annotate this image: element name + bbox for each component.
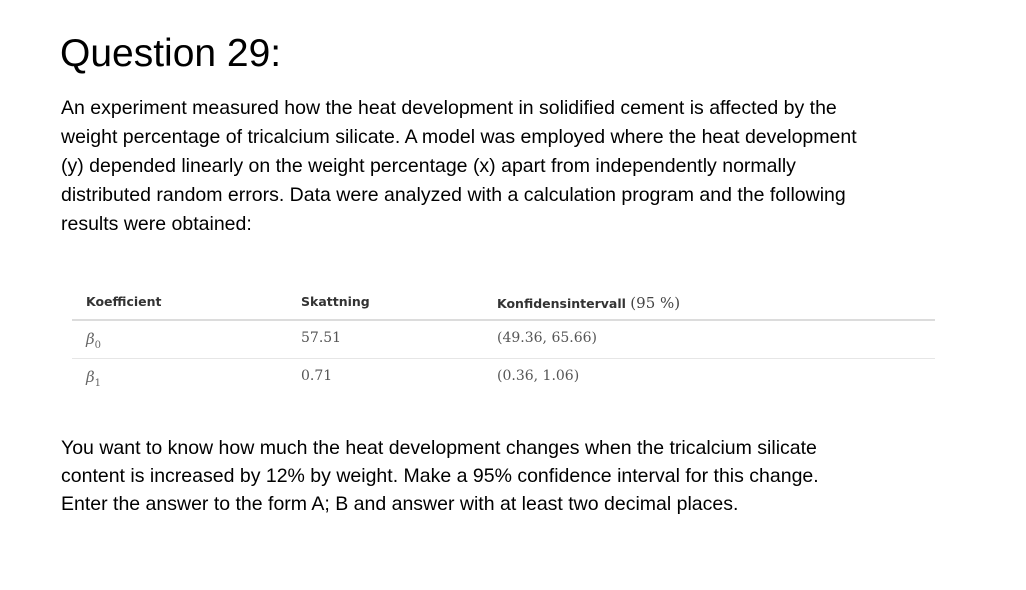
- header-estimate: Skattning: [301, 294, 370, 309]
- intro-line: results were obtained:: [61, 213, 252, 235]
- table-header-row: [72, 286, 935, 321]
- question-line: Enter the answer to the form A; B and answer with at least two decimal places.: [61, 493, 739, 515]
- interval-value: (49.36, 65.66): [497, 330, 597, 346]
- coefficient-symbol: $\beta_0$: [86, 330, 102, 351]
- table-row: [72, 321, 935, 359]
- coefficient-symbol: $\beta_1$: [86, 368, 102, 389]
- header-interval-level: (95 %): [630, 294, 681, 312]
- header-coefficient: Koefficient: [86, 294, 162, 309]
- table-row: [72, 359, 935, 396]
- question-line: content is increased by 12% by weight. Make a 95% confidence interval for this change.: [61, 465, 819, 487]
- interval-value: (0.36, 1.06): [497, 368, 580, 384]
- header-interval-label: Konfidensintervall: [497, 296, 626, 311]
- question-line: You want to know how much the heat development changes when the tricalcium silicate: [61, 437, 817, 459]
- intro-line: weight percentage of tricalcium silicate. A model was employed where the heat development: [61, 126, 857, 148]
- intro-line: An experiment measured how the heat development in solidified cement is affected by the: [61, 97, 837, 119]
- intro-line: distributed random errors. Data were analyzed with a calculation program and the following: [61, 184, 846, 206]
- estimate-value: 0.71: [301, 368, 333, 384]
- question-title: Question 29:: [60, 32, 282, 75]
- intro-line: (y) depended linearly on the weight percentage (x) apart from independently normally: [61, 155, 796, 177]
- intro-paragraph: [61, 94, 961, 239]
- question-paragraph: [61, 434, 961, 518]
- header-confidence-interval: [497, 294, 680, 312]
- regression-results-table: [72, 286, 935, 396]
- estimate-value: 57.51: [301, 330, 342, 346]
